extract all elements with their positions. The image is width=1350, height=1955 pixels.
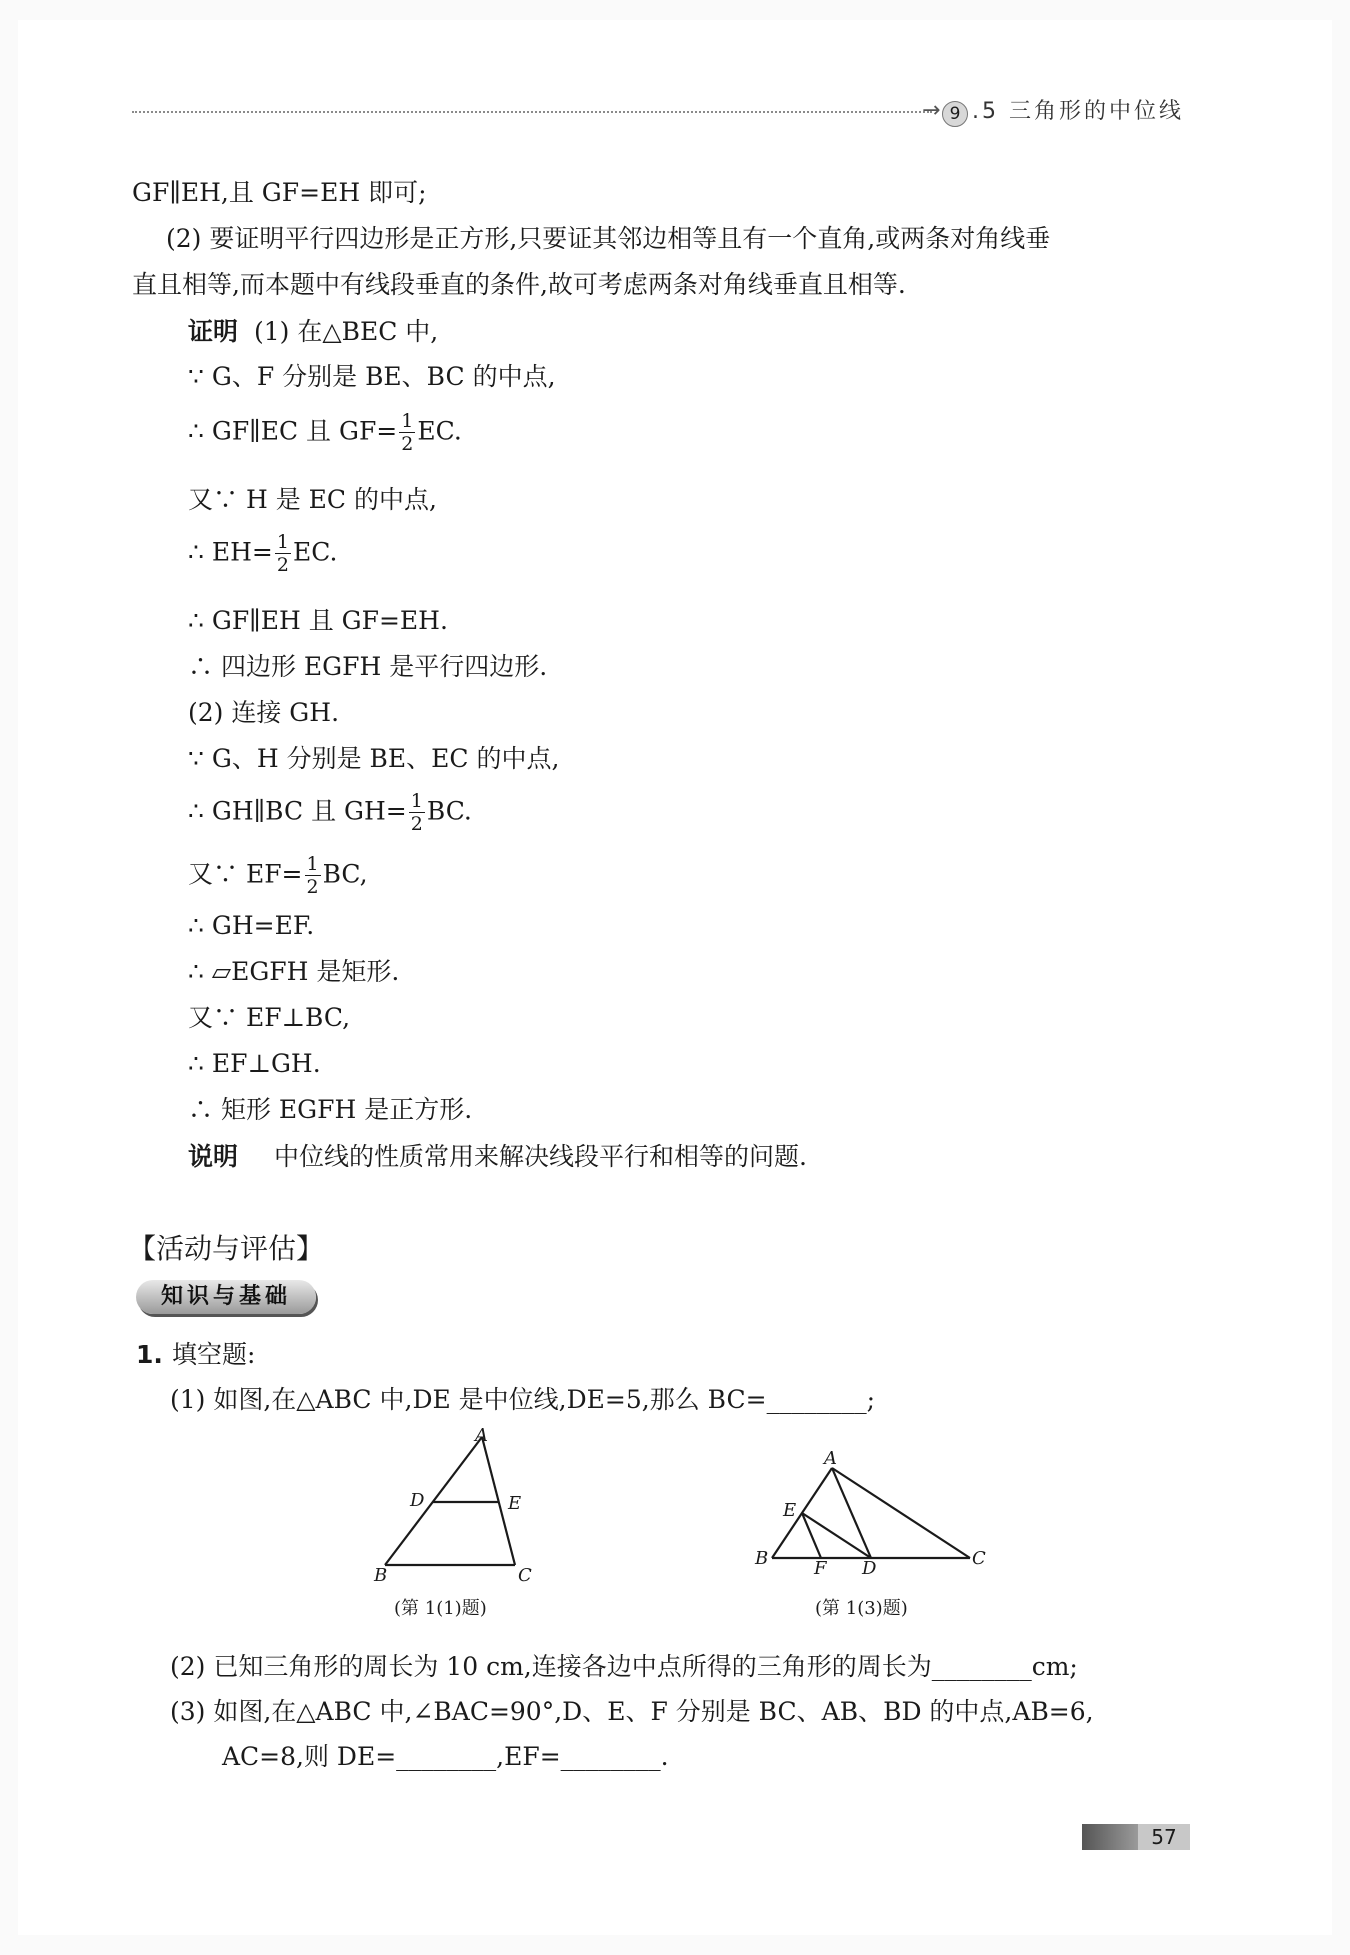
label-b: B [374, 1565, 388, 1586]
proof-label: 证明 [188, 317, 239, 346]
fraction-num: 1 [306, 853, 319, 875]
question-item: (2) 已知三角形的周长为 10 cm,连接各边中点所得的三角形的周长为________cm; [170, 1652, 1078, 1681]
fraction-den: 2 [401, 433, 414, 455]
fraction-num: 1 [410, 790, 423, 812]
proof-text: EC. [292, 537, 338, 567]
fraction-num: 1 [276, 531, 289, 553]
proof-text: EC. [417, 416, 462, 446]
question-title: 填空题: [172, 1340, 256, 1369]
text-line: 直且相等,而本题中有线段垂直的条件,故可考虑两条对角线垂直且相等. [132, 270, 906, 299]
fraction-den: 2 [410, 813, 423, 835]
proof-line: ∴ ▱EGFH 是矩形. [188, 957, 400, 986]
proof-line: 又∵ H 是 EC 的中点, [188, 485, 437, 514]
fraction-num: 1 [401, 410, 414, 432]
header-rule [132, 111, 932, 113]
fraction-den: 2 [306, 876, 319, 898]
label-e: E [783, 1500, 797, 1521]
proof-text: ∴ GF∥EC 且 GF= [188, 416, 398, 446]
proof-line [188, 533, 337, 575]
fraction-den: 2 [276, 554, 289, 576]
note-label: 说明 [188, 1142, 239, 1171]
arrow-icon: → [922, 98, 941, 123]
proof-text: BC. [426, 796, 472, 826]
proof-line: ∴ EF⊥GH. [188, 1049, 321, 1078]
proof-line: ∵ G、H 分别是 BE、EC 的中点, [188, 744, 560, 773]
fraction-half [409, 792, 425, 834]
section-title: 【活动与评估】 [128, 1232, 325, 1265]
proof-text: 又∵ EF= [188, 859, 303, 889]
proof-line [188, 792, 472, 834]
label-d: D [410, 1490, 425, 1511]
proof-line: (1) 在△BEC 中, [254, 317, 439, 346]
question-item: (3) 如图,在△ABC 中,∠BAC=90°,D、E、F 分别是 BC、AB、BD 的中点,AB=6, [170, 1697, 1094, 1726]
page-number-bar [1082, 1824, 1138, 1850]
label-d: D [862, 1558, 877, 1579]
header-title: .5 三角形的中位线 [972, 99, 1184, 124]
label-a: A [824, 1448, 837, 1469]
label-e: E [508, 1493, 522, 1514]
figure-caption: (第 1(3)题) [815, 1598, 908, 1619]
side-ac [832, 1468, 970, 1558]
proof-line: ∴ GH=EF. [188, 911, 315, 940]
proof-line: ∴ GF∥EH 且 GF=EH. [188, 606, 448, 635]
label-c: C [972, 1548, 986, 1569]
label-a: A [475, 1425, 488, 1446]
page-number: 57 [1138, 1824, 1190, 1850]
label-b: B [755, 1548, 769, 1569]
proof-text: ∴ EH= [188, 537, 273, 567]
fraction-half [305, 855, 321, 897]
label-f: F [814, 1558, 827, 1579]
proof-text: BC, [322, 859, 368, 889]
proof-line [188, 412, 462, 454]
text-line: (2) 要证明平行四边形是正方形,只要证其邻边相等且有一个直角,或两条对角线垂 [166, 224, 1051, 253]
label-c: C [518, 1565, 532, 1586]
proof-line: (2) 连接 GH. [188, 698, 340, 727]
section-badge: 知识与基础 [136, 1280, 316, 1314]
question-number: 1. [136, 1340, 163, 1369]
proof-text: ∴ GH∥BC 且 GH= [188, 796, 407, 826]
fraction-half [399, 412, 415, 454]
proof-line: ∵ G、F 分别是 BE、BC 的中点, [188, 362, 556, 391]
note-text: 中位线的性质常用来解决线段平行和相等的问题. [274, 1142, 807, 1171]
question-item: AC=8,则 DE=________,EF=________. [222, 1742, 669, 1771]
figure-caption: (第 1(1)题) [394, 1598, 487, 1619]
proof-line [188, 855, 368, 897]
fraction-half [275, 533, 291, 575]
proof-line: ∴ 矩形 EGFH 是正方形. [188, 1095, 473, 1124]
question-item: (1) 如图,在△ABC 中,DE 是中位线,DE=5,那么 BC=________; [170, 1385, 876, 1414]
text-line: GF∥EH,且 GF=EH 即可; [132, 178, 427, 207]
chapter-number: 9 [942, 101, 968, 127]
proof-line: 又∵ EF⊥BC, [188, 1003, 351, 1032]
proof-line: ∴ 四边形 EGFH 是平行四边形. [188, 652, 548, 681]
